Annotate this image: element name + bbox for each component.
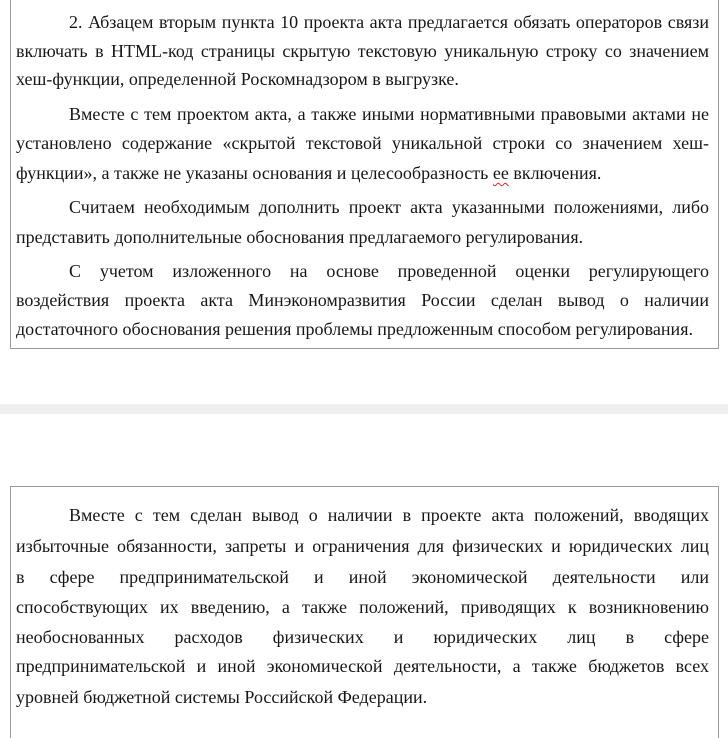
- text-line: достаточного обоснования решения проблемы предложенным способом регулирования.: [16, 319, 693, 339]
- page-gap-divider: [0, 404, 728, 414]
- text-line: в сфере предпринимательской и иной экономической деятельности или: [16, 567, 709, 587]
- document-excerpt-top: [10, 0, 719, 349]
- text-line: Вместе с тем проектом акта, а также иными нормативными правовыми актами не: [69, 104, 709, 124]
- text-line: воздействия проекта акта Минэкономразвития России сделан вывод о наличии: [16, 290, 709, 310]
- text-segment: включения.: [513, 163, 602, 183]
- text-line: необоснованных расходов физических и юридических лиц в сфере: [16, 627, 709, 647]
- text-line: включать в HTML-код страницы скрытую текстовую уникальную строку со значением: [16, 41, 709, 61]
- text-line: избыточные обязанности, запреты и ограничения для физических и юридических лиц: [16, 536, 709, 556]
- text-segment: функции», а также не указаны основания и целесообразность: [16, 163, 489, 183]
- text-line: способствующих их введению, а также положений, приводящих к возникновению: [16, 597, 709, 617]
- text-line: хеш-функции, определенной Роскомнадзором в выгрузке.: [16, 69, 459, 89]
- document-excerpt-bottom: [10, 486, 719, 738]
- text-line: установлено содержание «скрытой текстовой уникальной строки со значением хеш-: [16, 133, 709, 153]
- text-line: С учетом изложенного на основе проведенной оценки регулирующего: [69, 261, 709, 281]
- spellcheck-underlined-word: ее: [492, 163, 509, 183]
- text-line: 2. Абзацем вторым пункта 10 проекта акта предлагается обязать операторов связи: [69, 12, 709, 32]
- text-line: предпринимательской и иной экономической деятельности, а также бюджетов всех: [16, 656, 709, 676]
- text-line: представить дополнительные обоснования предлагаемого регулирования.: [16, 227, 584, 247]
- text-line: уровней бюджетной системы Российской Федерации.: [16, 687, 428, 707]
- text-line: Считаем необходимым дополнить проект акта указанными положениями, либо: [69, 197, 709, 217]
- text-line: Вместе с тем сделан вывод о наличии в проекте акта положений, вводящих: [69, 505, 709, 525]
- text-line: [16, 160, 709, 186]
